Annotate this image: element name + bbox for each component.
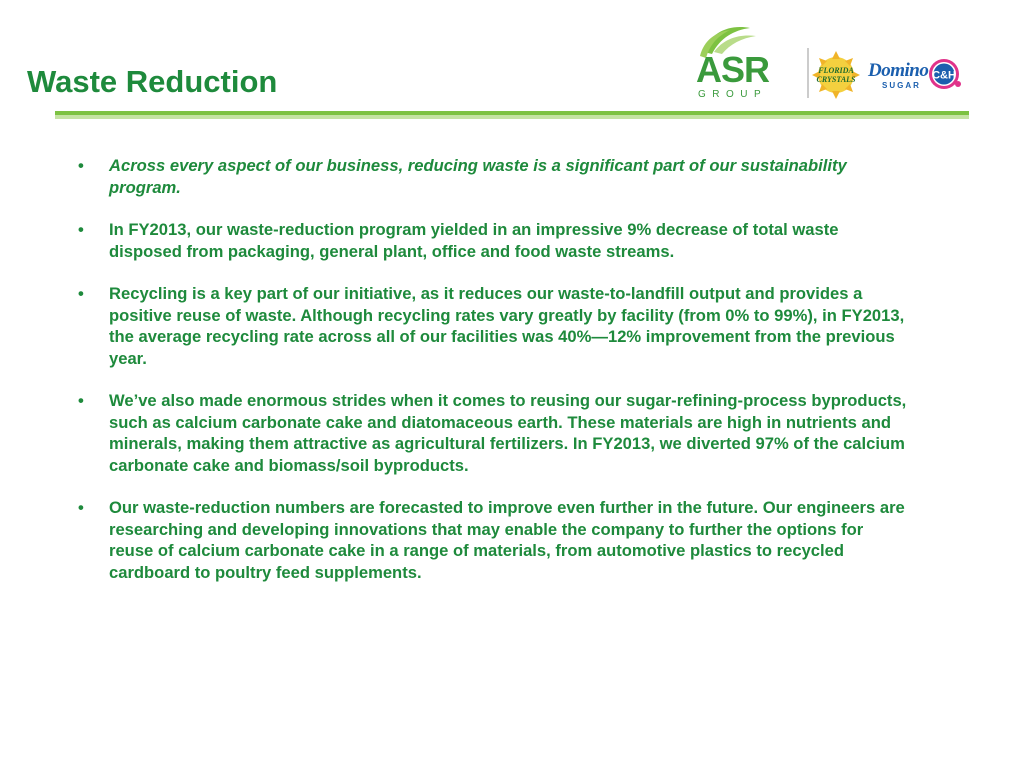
bullet-item <box>78 219 908 262</box>
bullet-text: Our waste-reduction numbers are forecasted to improve even further in the future. Our engineers are researching and developing innovations that may enable the company to further the options for reuse of calcium carbonate cake in a range of materials, from automotive plastics to recycled cardboard to poultry feed supplements. <box>109 498 905 582</box>
title-divider <box>55 111 969 119</box>
bullet-list <box>78 155 908 604</box>
domino-logo-text: Domino <box>868 60 929 81</box>
asr-group-logo <box>696 27 770 100</box>
bullet-marker: • <box>78 220 84 239</box>
bullet-item <box>78 497 908 583</box>
asr-group-text: GROUP <box>698 89 768 100</box>
slide-title: Waste Reduction <box>27 64 278 99</box>
bullet-item <box>78 155 908 198</box>
ch-logo-text: C&H <box>932 69 956 82</box>
bullet-item <box>78 390 908 476</box>
bullet-item <box>78 283 908 369</box>
ch-sugar-logo <box>929 59 961 89</box>
florida-crystals-logo <box>812 51 860 99</box>
domino-sugar-text: SUGAR <box>882 81 921 90</box>
bullet-marker: • <box>78 498 84 517</box>
brand-logos <box>690 22 980 102</box>
domino-sugar-logo <box>867 60 928 90</box>
florida-crystals-line1: FLORIDA <box>818 66 854 75</box>
florida-crystals-line2: CRYSTALS <box>816 75 856 84</box>
bullet-text: Across every aspect of our business, reducing waste is a significant part of our sustainability program. <box>109 156 847 197</box>
bullet-text: Recycling is a key part of our initiative, as it reduces our waste-to-landfill output and provides a positive reuse of waste. Although recycling rates vary greatly by facility (from 0% to 99%), in FY2013, the average recycling rate across all of our facilities was 40%—12% improvement from the previous year. <box>109 284 905 368</box>
bullet-text: In FY2013, our waste-reduction program yielded in an impressive 9% decrease of total waste disposed from packaging, general plant, office and food waste streams. <box>109 220 839 261</box>
bullet-text: We’ve also made enormous strides when it comes to reusing our sugar-refining-process byproducts, such as calcium carbonate cake and diatomaceous earth. These materials are high in nutrients and minerals, making them attractive as agricultural fertilizers. In FY2013, we diverted 97% of the calcium carbonate cake and biomass/soil byproducts. <box>109 391 907 475</box>
bullet-marker: • <box>78 156 84 175</box>
bullet-marker: • <box>78 284 84 303</box>
asr-logo-text: ASR <box>696 49 770 90</box>
bullet-marker: • <box>78 391 84 410</box>
